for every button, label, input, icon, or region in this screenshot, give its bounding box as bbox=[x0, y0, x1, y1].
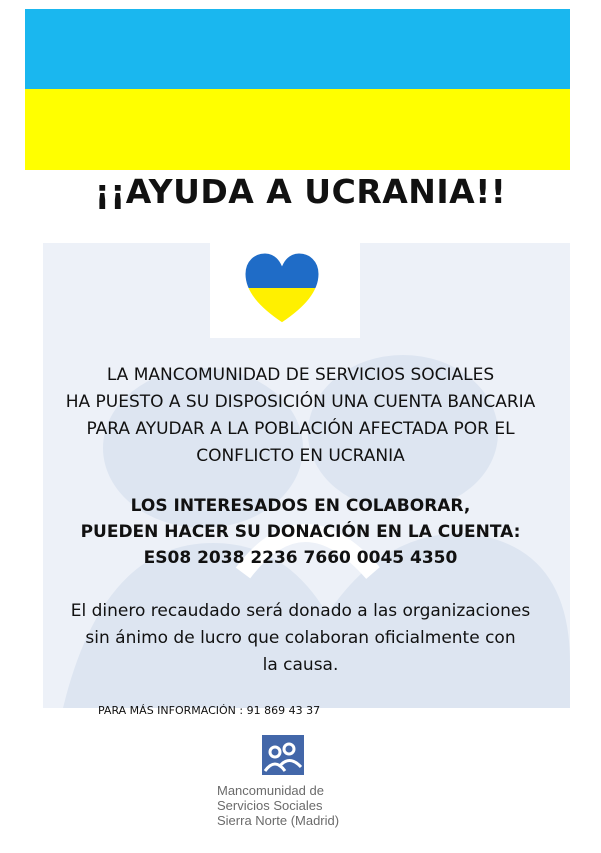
intro-line: CONFLICTO EN UCRANIA bbox=[196, 446, 405, 466]
intro-line: PARA AYUDAR A LA POBLACIÓN AFECTADA POR EL bbox=[86, 419, 515, 439]
contact-info: PARA MÁS INFORMACIÓN : 91 869 43 37 bbox=[98, 704, 321, 717]
destination-line: la causa. bbox=[262, 655, 339, 675]
donation-paragraph bbox=[0, 493, 601, 571]
flag-yellow-stripe bbox=[25, 89, 570, 170]
destination-line: sin ánimo de lucro que colaboran oficialmente con bbox=[85, 628, 516, 648]
donation-line: PUEDEN HACER SU DONACIÓN EN LA CUENTA: bbox=[80, 522, 521, 542]
mancomunidad-logo-icon bbox=[262, 735, 304, 775]
organization-name bbox=[217, 783, 339, 828]
organization-line: Servicios Sociales bbox=[217, 798, 323, 813]
bank-account-number: ES08 2038 2236 7660 0045 4350 bbox=[143, 548, 458, 568]
organization-line: Sierra Norte (Madrid) bbox=[217, 813, 340, 828]
destination-line: El dinero recaudado será donado a las organizaciones bbox=[70, 601, 531, 621]
intro-paragraph bbox=[0, 362, 601, 470]
ukraine-heart-icon bbox=[240, 248, 324, 328]
organization-line: Mancomunidad de bbox=[217, 783, 324, 798]
destination-paragraph bbox=[0, 598, 601, 679]
donation-line: LOS INTERESADOS EN COLABORAR, bbox=[130, 496, 471, 516]
flag-blue-stripe bbox=[25, 9, 570, 89]
intro-line: LA MANCOMUNIDAD DE SERVICIOS SOCIALES bbox=[106, 365, 495, 385]
poster-title: ¡¡AYUDA A UCRANIA!! bbox=[94, 172, 507, 211]
intro-line: HA PUESTO A SU DISPOSICIÓN UNA CUENTA BANCARIA bbox=[65, 392, 536, 412]
